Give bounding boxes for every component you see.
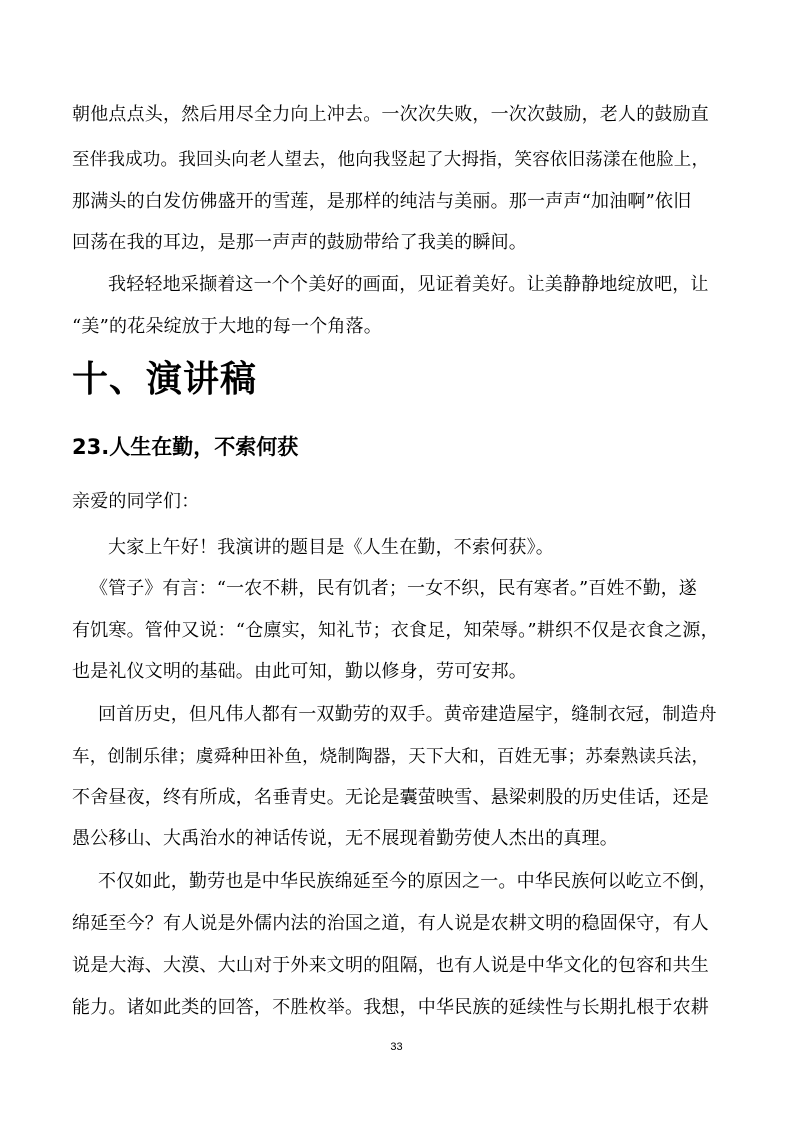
text-line: 我轻轻地采撷着这一个个美好的画面，见证着美好。让美静静地绽放吧，让 bbox=[108, 274, 709, 295]
text-line: 车，创制乐律；虞舜种田补鱼，烧制陶器，天下大和，百姓无事；苏秦熟读兵法， bbox=[72, 747, 710, 767]
text-line: 也是礼仪文明的基础。由此可知，勤以修身，劳可安邦。 bbox=[72, 661, 527, 682]
text-line: 那满头的白发仿佛盛开的雪莲，是那样的纯洁与美丽。那一声声“加油啊”依旧 bbox=[72, 191, 692, 212]
section-title: 23.人生在勤，不索何获 bbox=[72, 435, 299, 459]
text-line: 至伴我成功。我回头向老人望去，他向我竖起了大拇指，笑容依旧荡漾在他脸上， bbox=[72, 150, 710, 170]
text-line: 能力。诸如此类的回答，不胜枚举。我想，中华民族的延续性与长期扎根于农耕 bbox=[72, 997, 709, 1018]
text-line: 《管子》有言：“一农不耕，民有饥者；一女不织，民有寒者。”百姓不勤，遂 bbox=[90, 578, 697, 599]
text-line: 回荡在我的耳边，是那一声声的鼓励带给了我美的瞬间。 bbox=[72, 232, 527, 253]
text-line: “美”的花朵绽放于大地的每一个角落。 bbox=[72, 316, 383, 337]
greeting: 大家上午好！我演讲的题目是《人生在勤，不索何获》。 bbox=[108, 537, 554, 558]
text-line: 朝他点点头，然后用尽全力向上冲去。一次次失败，一次次鼓励，老人的鼓励直 bbox=[72, 104, 709, 125]
salutation: 亲爱的同学们： bbox=[72, 491, 200, 512]
text-line: 绵延至今？有人说是外儒内法的治国之道，有人说是农耕文明的稳固保守，有人 bbox=[72, 913, 709, 934]
text-line: 说是大海、大漠、大山对于外来文明的阻隔，也有人说是中华文化的包容和共生 bbox=[72, 955, 709, 976]
text-line: 不仅如此，勤劳也是中华民族绵延至今的原因之一。中华民族何以屹立不倒， bbox=[98, 871, 717, 892]
page-number: 33 bbox=[390, 1041, 403, 1053]
text-line: 不舍昼夜，终有所成，名垂青史。无论是囊萤映雪、悬梁刺股的历史佳话，还是 bbox=[72, 787, 709, 808]
text-line: 有饥寒。管仲又说：“仓廪实，知礼节；衣食足，知荣辱。”耕织不仅是衣食之源， bbox=[72, 620, 719, 641]
text-line: 回首历史，但凡伟人都有一双勤劳的双手。黄帝建造屋宇，缝制衣冠，制造舟 bbox=[98, 704, 717, 725]
chapter-title: 十、演讲稿 bbox=[72, 358, 258, 400]
text-line: 愚公移山、大禹治水的神话传说，无不展现着勤劳使人杰出的真理。 bbox=[72, 828, 618, 849]
